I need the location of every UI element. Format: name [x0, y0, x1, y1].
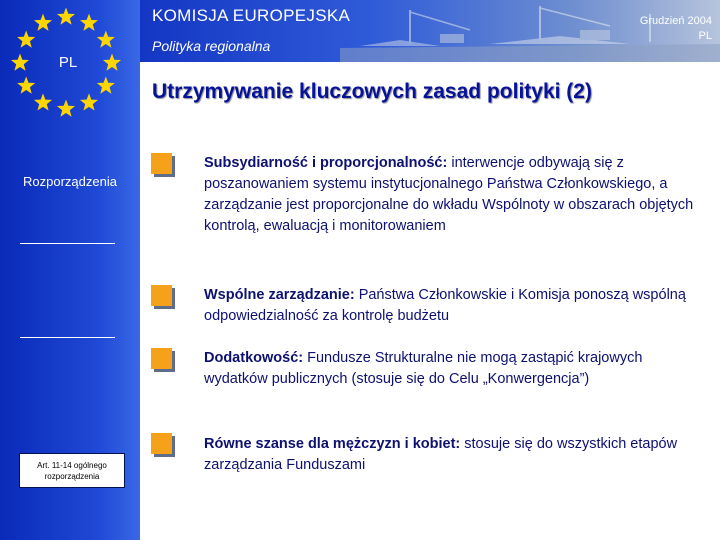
sidebar-divider: [20, 243, 115, 244]
bullet-square-icon: [151, 153, 172, 174]
bullet-square-icon: [151, 433, 172, 454]
date-label: [640, 14, 712, 44]
star-icon: [97, 31, 115, 48]
star-icon: [80, 14, 98, 31]
principle-term: Wspólne zarządzanie:: [204, 287, 355, 303]
slide-title: Utrzymywanie kluczowych zasad polityki (2): [152, 80, 592, 103]
star-icon: [17, 77, 35, 94]
bullet-square-icon: [151, 285, 172, 306]
principle-text: Państwa Członkowskie i Komisja ponoszą wspólną odpowiedzialność za kontrolę budżetu: [204, 287, 686, 324]
star-icon: [80, 93, 98, 110]
sidebar-section-label: Rozporządzenia: [23, 174, 117, 189]
date-month-year: Grudzień 2004: [639, 15, 712, 27]
principle-item: [204, 434, 708, 476]
date-language: PL: [698, 30, 712, 42]
principle-term: Równe szanse dla mężczyzn i kobiet:: [204, 436, 461, 452]
country-code: PL: [58, 54, 78, 71]
star-icon: [57, 8, 75, 25]
principle-item: [204, 153, 708, 237]
principle-text: Fundusze Strukturalne nie mogą zastąpić krajowych wydatków publicznych (stosuje się do Celu „Konwergencja”): [204, 350, 643, 387]
principle-text: stosuje się do wszystkich etapów zarządzania Funduszami: [204, 436, 678, 473]
star-icon: [57, 100, 75, 117]
principle-item: [204, 348, 708, 390]
principle-text: interwencje odbywają się z poszanowaniem systemu instytucjonalnego Państwa Członkowskiego, a zarządzanie jest proporcjonalne do wkładu Wspólnoty w obszarach objętych kontrolą, ewaluacją i monitorowaniem: [204, 155, 694, 234]
principle-item: [204, 285, 708, 327]
reference-line: rozporządzenia: [44, 471, 100, 481]
sidebar-divider: [20, 337, 115, 338]
reference-line: Art. 11-14 ogólnego: [37, 460, 107, 470]
department-name: Polityka regionalna: [152, 38, 271, 54]
star-icon: [17, 31, 35, 48]
principle-term: Dodatkowość:: [204, 350, 304, 366]
star-icon: [34, 93, 52, 110]
star-icon: [97, 77, 115, 94]
star-icon: [34, 14, 52, 31]
bullet-square-icon: [151, 348, 172, 369]
principle-term: Subsydiarność i proporcjonalność:: [204, 155, 448, 171]
organization-name: KOMISJA EUROPEJSKA: [152, 6, 351, 25]
regulation-reference-box: [19, 453, 125, 488]
header-banner: [140, 0, 720, 62]
